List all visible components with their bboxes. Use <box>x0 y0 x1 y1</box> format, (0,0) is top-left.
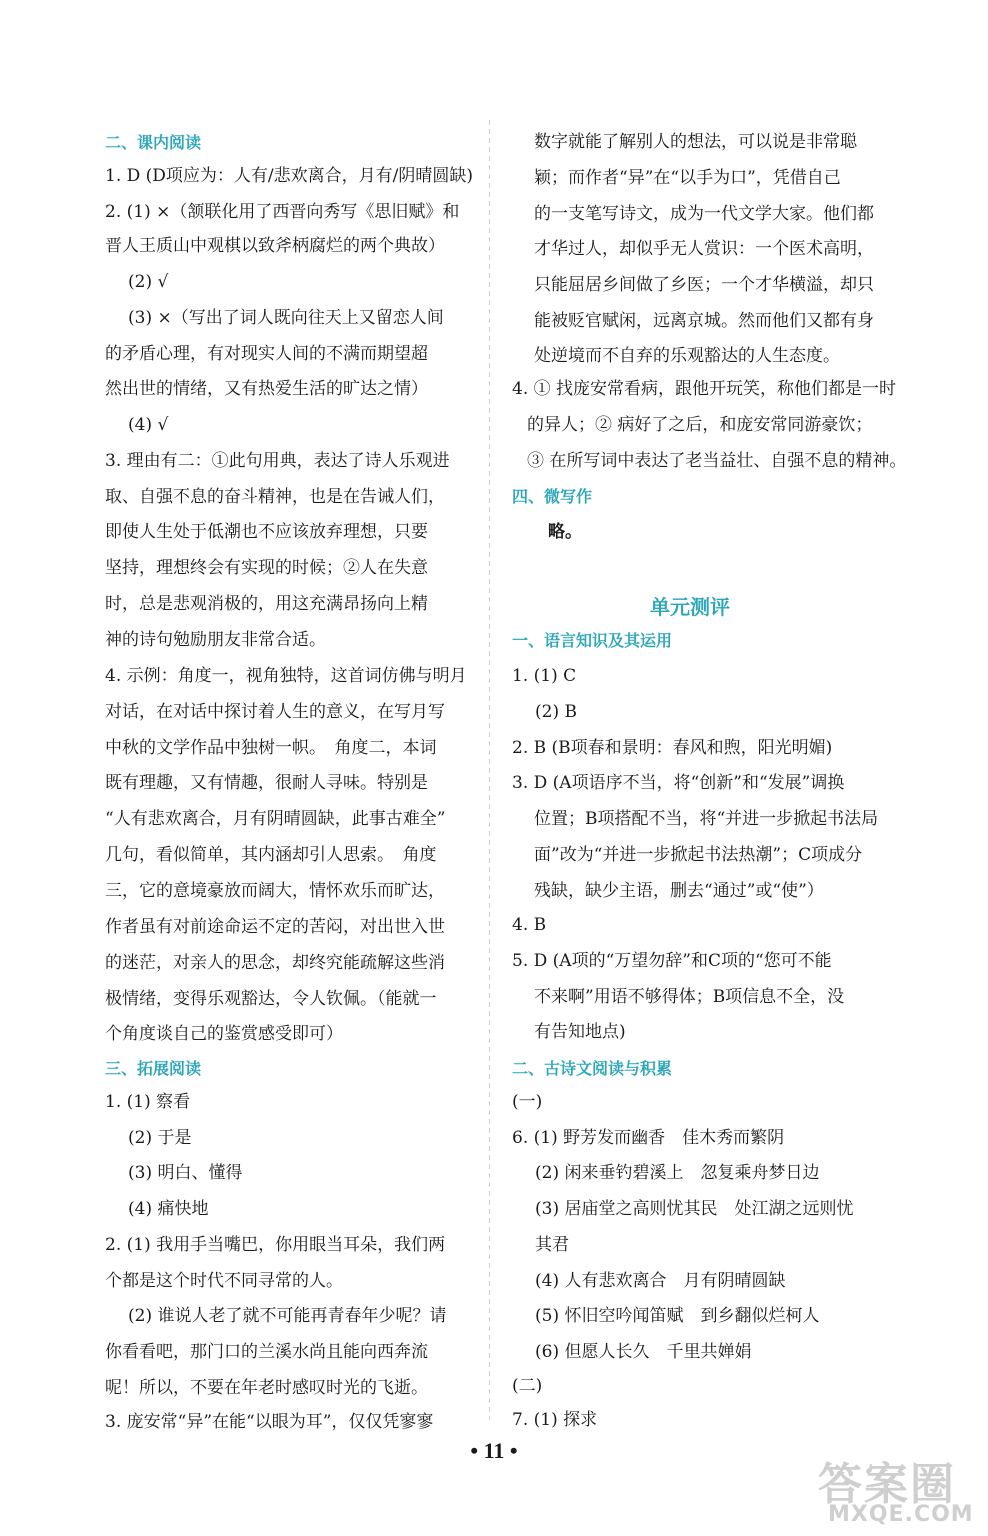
watermark-text: 答案圈 <box>818 1459 956 1510</box>
e1-item: (3) 明白、懂得 <box>128 1163 243 1183</box>
e3-cont-line: 只能屈居乡间做了乡医；一个才华横溢，却只 <box>534 275 874 295</box>
a1-item: (2) B <box>535 702 577 722</box>
b6-item: (4) 人有悲欢离合 月有阴晴圆缺 <box>535 1271 786 1291</box>
e1-item: (4) 痛快地 <box>128 1199 209 1219</box>
b7-answer: 7. (1) 探求 <box>512 1410 598 1430</box>
a3-line: 位置；B项搭配不当，将“并进一步掀起书法局 <box>534 809 879 829</box>
a5-line: 不来啊”用语不够得体；B项信息不全，没 <box>534 987 845 1007</box>
q4-line: “人有悲欢离合，月有阴晴圆缺，此事古难全” <box>105 809 446 829</box>
page-number: • 11 • <box>470 1438 518 1463</box>
b6-item: (5) 怀旧空吟闻笛赋 到乡翻似烂柯人 <box>535 1306 820 1326</box>
b6-item: (6) 但愿人长久 千里共婵娟 <box>535 1342 752 1362</box>
e2-line: 呢！所以，不要在年老时感叹时光的飞逝。 <box>105 1378 428 1398</box>
e3-cont-line: 能被贬官赋闲，远离京城。然而他们又都有身 <box>534 311 874 331</box>
e2-line: (2) 谁说人老了就不可能再青春年少呢？请 <box>128 1306 447 1326</box>
watermark-logo <box>810 1448 980 1530</box>
q2-line: (2) √ <box>128 272 169 292</box>
column-divider <box>489 120 490 1420</box>
section-heading-extended-reading: 三、拓展阅读 <box>105 1059 202 1078</box>
b6-item: 其君 <box>535 1235 569 1255</box>
q3-line: 3. 理由有二：①此句用典，表达了诗人乐观进 <box>105 451 450 471</box>
e2-line: 你看看吧，那门口的兰溪水尚且能向西奔流 <box>105 1342 428 1362</box>
q4-line: 个角度谈自己的鉴赏感受即可） <box>105 1024 343 1044</box>
e2-line: 个都是这个时代不同寻常的人。 <box>105 1271 343 1291</box>
section-heading-in-class-reading: 二、课内阅读 <box>105 133 202 152</box>
e4-line: 的异人；② 病好了之后，和庞安常同游豪饮； <box>527 415 873 435</box>
b6-item: (2) 闲来垂钓碧溪上 忽复乘舟梦日边 <box>535 1163 820 1183</box>
e1-item: 1. (1) 察看 <box>105 1092 191 1112</box>
a5-line: 有告知地点) <box>534 1022 626 1042</box>
e3-cont-line: 处逆境而不自弃的乐观豁达的人生态度。 <box>534 346 840 366</box>
q2-line: (4) √ <box>128 415 169 435</box>
q2-line: 的矛盾心理，有对现实人间的不满而期望超 <box>105 344 428 364</box>
q2-line: 2. (1) ×（颔联化用了西晋向秀写《思旧赋》和 <box>105 202 460 222</box>
q4-line: 作者虽有对前途命运不定的苦闷，对出世入世 <box>105 917 445 937</box>
q4-line: 极情绪，变得乐观豁达，令人钦佩。（能就一 <box>105 989 437 1009</box>
e3-cont-line: 的一支笔写诗文，成为一代文学大家。他们都 <box>534 204 874 224</box>
section-heading-classical: 二、古诗文阅读与积累 <box>512 1059 673 1078</box>
a1-item: 1. (1) C <box>512 666 577 686</box>
e3-cont-line: 颖；而作者“异”在“以手为口”，凭借自己 <box>534 168 841 188</box>
q2-line: (3) ×（写出了词人既向往天上又留恋人间 <box>128 308 444 328</box>
e1-item: (2) 于是 <box>128 1128 192 1148</box>
section-heading-language: 一、语言知识及其运用 <box>512 631 673 650</box>
e3-cont-line: 才华过人，却似乎无人赏识：一个医术高明， <box>534 239 874 259</box>
q3-line: 取、自强不息的奋斗精神，也是在告诫人们， <box>105 487 445 507</box>
e3-cont-line: 数字就能了解别人的想法，可以说是非常聪 <box>534 132 857 152</box>
e3-line: 3. 庞安常“异”在能“以眼为耳”，仅仅凭寥寥 <box>105 1412 434 1432</box>
q1-answer: 1. D (D项应为：人有/悲欢离合，月有/阴晴圆缺) <box>105 166 474 186</box>
a4-answer: 4. B <box>512 915 547 935</box>
e4-line: ③ 在所写词中表达了老当益壮、自强不息的精神。 <box>527 451 907 471</box>
a3-line: 残缺，缺少主语，删去“通过”或“使”） <box>534 881 824 901</box>
a3-line: 面”改为“并进一步掀起书法热潮”；C项成分 <box>534 845 863 865</box>
q4-line: 几句，看似简单，其内涵却引人思索。 角度 <box>105 845 437 865</box>
q3-line: 即使人生处于低潮也不应该放弃理想，只要 <box>105 522 428 542</box>
q4-line: 4. 示例：角度一，视角独特，这首词仿佛与明月 <box>105 666 467 686</box>
q4-line: 三，它的意境豪放而阔大，情怀欢乐而旷达， <box>105 881 445 901</box>
q4-line: 的迷茫，对亲人的思念，却终究能疏解这些消 <box>105 953 445 973</box>
a3-line: 3. D (A项语序不当，将“创新”和“发展”调换 <box>512 773 845 793</box>
section-heading-micro-writing: 四、微写作 <box>512 487 593 506</box>
b6-item: 6. (1) 野芳发而幽香 佳木秀而繁阴 <box>512 1128 785 1148</box>
b6-item: (3) 居庙堂之高则忧其民 处江湖之远则忧 <box>535 1199 854 1219</box>
q4-line: 既有理趣，又有情趣，很耐人寻味。特别是 <box>105 773 428 793</box>
micro-writing-answer: 略。 <box>548 522 582 542</box>
watermark-url: MXQE.COM <box>828 1502 974 1527</box>
q2-line: 然出世的情绪，又有热爱生活的旷达之情） <box>105 379 428 399</box>
q2-line: 晋人王质山中观棋以致斧柄腐烂的两个典故） <box>105 236 445 256</box>
q3-line: 坚持，理想终会有实现的时候；②人在失意 <box>105 558 428 578</box>
a2-answer: 2. B (B项春和景明：春风和煦，阳光明媚) <box>512 738 833 758</box>
q4-line: 中秋的文学作品中独树一帜。 角度二，本词 <box>105 738 437 758</box>
unit-test-title: 单元测评 <box>650 595 730 619</box>
q4-line: 对话，在对话中探讨着人生的意义，在写月写 <box>105 702 445 722</box>
q3-line: 神的诗句勉励朋友非常合适。 <box>105 630 326 650</box>
a5-line: 5. D (A项的“万望勿辞”和C项的“您可不能 <box>512 951 832 971</box>
part-one-label: (一) <box>512 1092 543 1112</box>
e4-line: 4. ① 找庞安常看病，跟他开玩笑，称他们都是一时 <box>512 379 897 399</box>
part-two-label: (二) <box>512 1376 543 1396</box>
e2-line: 2. (1) 我用手当嘴巴，你用眼当耳朵，我们两 <box>105 1235 446 1255</box>
q3-line: 时，总是悲观消极的，用这充满昂扬向上精 <box>105 594 428 614</box>
